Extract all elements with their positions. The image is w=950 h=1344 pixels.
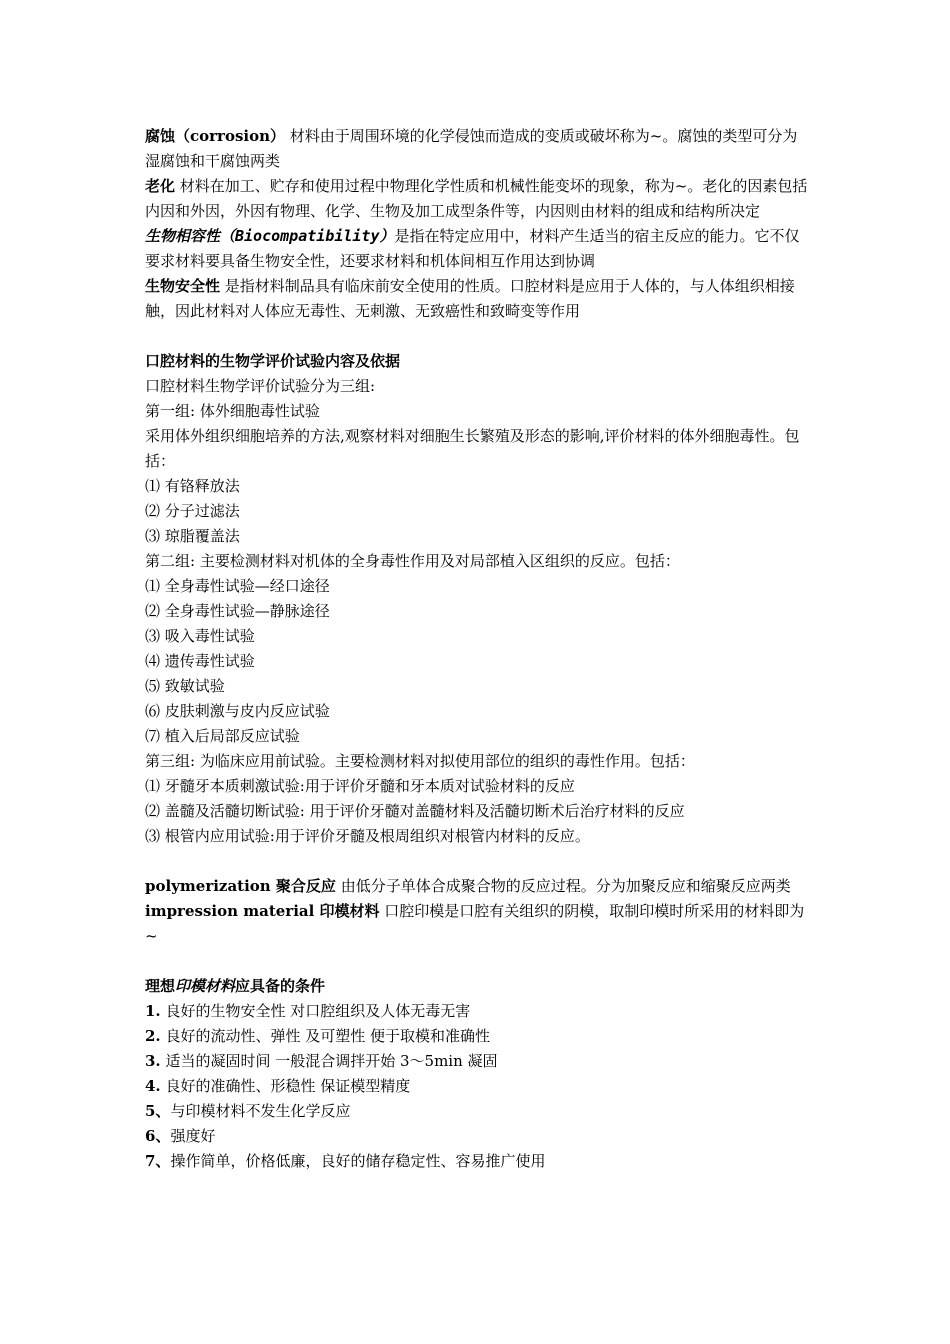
- spacer: [145, 324, 810, 349]
- definition-text: 材料在加工、贮存和使用过程中物理化学性质和机械性能变坏的现象，称为~。老化的因素包括内因和外因，外因有物理、化学、生物及加工成型条件等，内因则由材料的组成和结构所决定: [145, 177, 808, 220]
- list-item: ⑴ 牙髓牙本质刺激试验:用于评价牙髓和牙本质对试验材料的反应: [145, 777, 575, 795]
- definition-impression-material: [145, 899, 810, 949]
- section-heading-eval: 口腔材料的生物学评价试验内容及依据: [145, 352, 401, 370]
- document-page: [145, 124, 810, 1174]
- term-impression-material: impression material 印模材料: [145, 902, 380, 920]
- item-number: 1.: [145, 1002, 161, 1020]
- item-text: 与印模材料不发生化学反应: [170, 1102, 351, 1120]
- definition-text: 口腔印模是口腔有关组织的阴模，取制印模时所采用的材料即为~: [145, 902, 805, 945]
- list-item: ⑸ 致敏试验: [145, 677, 225, 695]
- eval-intro: 口腔材料生物学评价试验分为三组:: [145, 377, 376, 395]
- list-item: ⑴ 全身毒性试验—经口途径: [145, 577, 330, 595]
- spacer: [145, 949, 810, 974]
- item-text: 操作简单，价格低廉，良好的储存稳定性、容易推广使用: [170, 1152, 546, 1170]
- item-number: 7、: [145, 1152, 171, 1170]
- list-item: [145, 999, 810, 1024]
- list-item: ⑶ 根管内应用试验:用于评价牙髓及根周组织对根管内材料的反应。: [145, 827, 590, 845]
- item-text: 良好的准确性、形稳性 保证模型精度: [160, 1077, 411, 1095]
- list-item: [145, 1049, 810, 1074]
- list-item: ⑹ 皮肤刺激与皮内反应试验: [145, 702, 330, 720]
- list-item: ⑴ 有铬释放法: [145, 477, 240, 495]
- list-item: ⑶ 吸入毒性试验: [145, 627, 255, 645]
- definition-text: 是指在特定应用中，材料产生适当的宿主反应的能力。它不仅要求材料要具备生物安全性，还要求材料和机体间相互作用达到协调: [145, 227, 800, 270]
- group3-title: 第三组: 为临床应用前试验。主要检测材料对拟使用部位的组织的毒性作用。包括：: [145, 752, 695, 770]
- group2-title: 第二组: 主要检测材料对机体的全身毒性作用及对局部植入区组织的反应。包括：: [145, 552, 680, 570]
- item-text: 良好的流动性、弹性 及可塑性 便于取模和准确性: [160, 1027, 490, 1045]
- term-polymerization: polymerization 聚合反应: [145, 877, 336, 895]
- item-text: 良好的生物安全性 对口腔组织及人体无毒无害: [160, 1002, 471, 1020]
- item-number: 2.: [145, 1027, 161, 1045]
- list-item: ⑷ 遗传毒性试验: [145, 652, 255, 670]
- list-item: [145, 1099, 810, 1124]
- term-corrosion: 腐蚀（corrosion）: [145, 127, 286, 145]
- item-number: 4.: [145, 1077, 161, 1095]
- list-item: [145, 1149, 810, 1174]
- heading-emphasis: 印模材料: [175, 977, 236, 995]
- heading-part: 应具备的条件: [235, 977, 326, 995]
- group1-desc: 采用体外组织细胞培养的方法,观察材料对细胞生长繁殖及形态的影响,评价材料的体外细胞毒性。包括：: [145, 427, 800, 470]
- heading-part: 理想: [145, 977, 176, 995]
- list-item: ⑵ 分子过滤法: [145, 502, 240, 520]
- term-aging: 老化: [145, 177, 176, 195]
- definition-text: 材料由于周围环境的化学侵蚀而造成的变质或破坏称为~。腐蚀的类型可分为湿腐蚀和干腐蚀两类: [145, 127, 798, 170]
- list-item: ⑵ 全身毒性试验—静脉途径: [145, 602, 330, 620]
- item-text: 强度好: [170, 1127, 216, 1145]
- spacer: [145, 849, 810, 874]
- group1-title: 第一组: 体外细胞毒性试验: [145, 402, 320, 420]
- item-number: 6、: [145, 1127, 171, 1145]
- section-heading-impression: [145, 974, 810, 999]
- definition-text: 由低分子单体合成聚合物的反应过程。分为加聚反应和缩聚反应两类: [335, 877, 791, 895]
- item-number: 5、: [145, 1102, 171, 1120]
- definition-biosafety: [145, 274, 810, 324]
- list-item: [145, 1074, 810, 1099]
- term-biocompatibility: 生物相容性（Biocompatibility）: [145, 227, 395, 245]
- definition-aging: [145, 174, 810, 224]
- list-item: ⑺ 植入后局部反应试验: [145, 727, 300, 745]
- list-item: [145, 1124, 810, 1149]
- item-text: 适当的凝固时间 一般混合调拌开始 3～5min 凝固: [160, 1052, 498, 1070]
- definition-corrosion: [145, 124, 810, 174]
- list-item: ⑶ 琼脂覆盖法: [145, 527, 240, 545]
- item-number: 3.: [145, 1052, 161, 1070]
- definition-polymerization: [145, 874, 810, 899]
- list-item: [145, 1024, 810, 1049]
- definition-text: 是指材料制品具有临床前安全使用的性质。口腔材料是应用于人体的，与人体组织相接触，因此材料对人体应无毒性、无刺激、无致癌性和致畸变等作用: [145, 277, 795, 320]
- list-item: ⑵ 盖髓及活髓切断试验: 用于评价牙髓对盖髓材料及活髓切断术后治疗材料的反应: [145, 802, 685, 820]
- term-biosafety: 生物安全性: [145, 277, 221, 295]
- definition-biocompatibility: [145, 224, 810, 274]
